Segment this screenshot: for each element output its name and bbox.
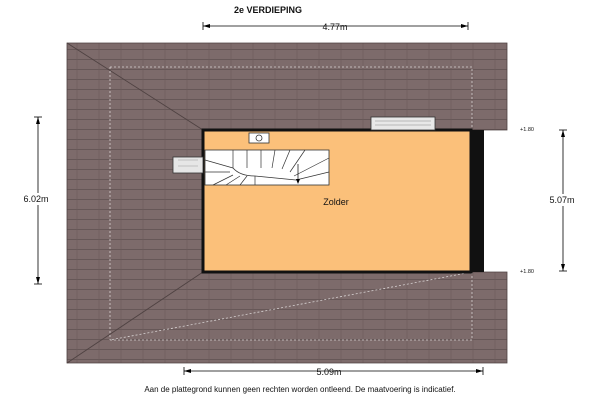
- right-wall: [470, 130, 484, 272]
- dimension-left-label: 6.02m: [23, 194, 49, 204]
- room-label: Zolder: [323, 197, 349, 207]
- dimension-bottom: [184, 367, 483, 377]
- chimney-block: [173, 157, 203, 173]
- height-mark-bottom: +1.80: [520, 269, 534, 275]
- floor-title: 2e VERDIEPING: [233, 5, 303, 15]
- dimension-right: [541, 130, 583, 271]
- skylight: [371, 117, 435, 130]
- height-mark-top: +1.80: [520, 127, 534, 133]
- boiler-icon: [249, 133, 269, 143]
- dimension-bottom-label: 5.09m: [316, 367, 342, 377]
- dimension-left: [15, 117, 57, 284]
- dimension-right-label: 5.07m: [549, 195, 575, 205]
- disclaimer: Aan de plattegrond kunnen geen rechten worden ontleend. De maatvoering is indicatief.: [144, 385, 456, 394]
- dimension-top-label: 4.77m: [322, 22, 348, 32]
- staircase: [205, 150, 329, 185]
- dimension-top: [203, 22, 468, 32]
